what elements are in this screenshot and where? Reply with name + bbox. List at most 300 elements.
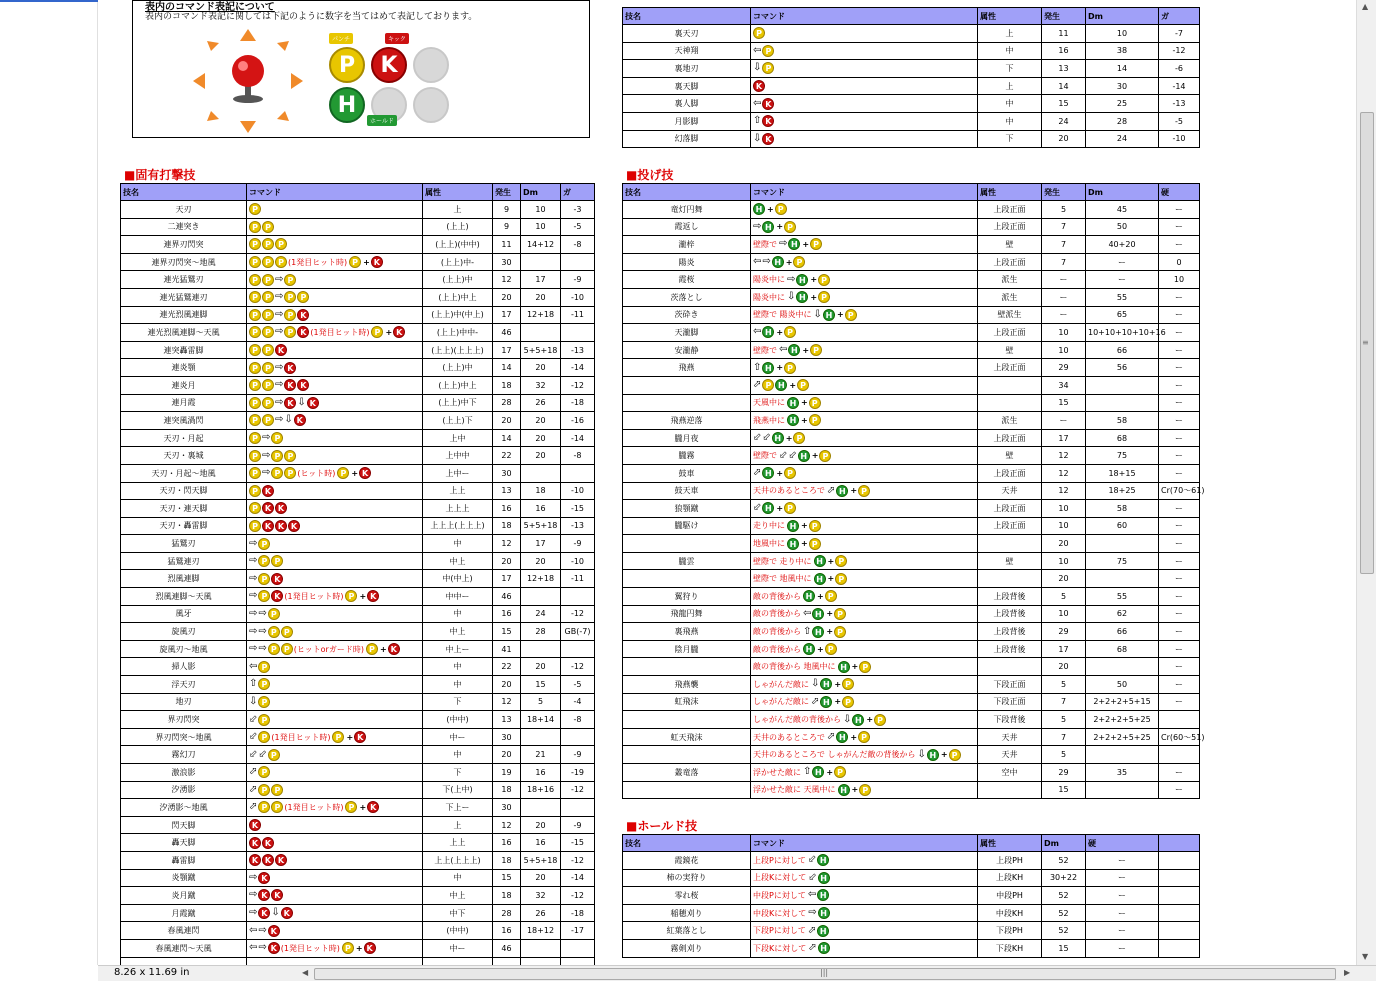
direction-arrow-icon: ⇦ [753,326,762,338]
move-value: 下段背後 [978,711,1042,729]
move-command [751,25,978,43]
move-value: 24 [1042,112,1086,130]
move-name: 界刃閃突 [121,711,247,729]
h-button-icon: H [788,344,800,356]
move-value: 上上 [423,482,493,500]
column-header: 技名 [623,835,751,852]
move-value: 46 [493,588,521,606]
move-value: 中 [423,535,493,553]
move-command [247,939,423,957]
k-button-icon: K [297,326,309,338]
move-value: 46 [493,324,521,342]
table-header-row [623,8,1200,25]
move-command [247,218,423,236]
move-value: 0 [1159,253,1200,271]
p-button-icon: P [249,203,261,215]
k-button-icon: K [284,397,296,409]
direction-arrow-icon: ⇦ [753,256,762,268]
move-value: -8 [561,711,595,729]
vertical-scrollbar[interactable] [1356,0,1376,965]
move-value: 29 [1042,764,1086,782]
move-name: 天瀧脚 [623,324,751,342]
move-name: 連光烈風連脚～天風 [121,324,247,342]
h-button-icon: H [817,925,829,937]
command-note: しゃがんだ敵の背後から [753,715,841,725]
move-name: 飛龍円舞 [623,605,751,623]
move-command [751,376,978,394]
move-value: 上上上 [423,500,493,518]
p-button-icon: P [275,238,287,250]
table-row [623,887,1200,905]
move-command [247,623,423,641]
scroll-left-icon[interactable]: ◀ [302,968,309,977]
table-row [623,447,1200,465]
blank-button-icon [413,47,449,83]
direction-arrow-icon: ⇨ [275,273,284,285]
table-header-row [121,184,595,201]
p-button-icon: P [775,203,787,215]
direction-arrow-icon: ⇩ [297,396,306,408]
plus-sign: + [826,609,834,619]
move-value: ー [1159,605,1200,623]
move-value: (上上)中- [423,253,493,271]
hold-section-title: ■ホールド技 [626,819,698,833]
move-value: 壁 [978,236,1042,254]
move-name: 汐湧影 [121,781,247,799]
table-row [623,60,1200,78]
p-button-icon: P [249,256,261,268]
move-value: 16 [493,834,521,852]
command-note: 敵の背後から 地風中に [753,662,836,672]
move-value: 壁派生 [978,306,1042,324]
plus-sign: + [850,732,858,742]
move-command [751,887,978,905]
move-command [751,500,978,518]
move-name: 連光猛鷲刃 [121,271,247,289]
table-row [623,271,1200,289]
move-value: 14 [493,429,521,447]
k-button-icon: K [762,133,774,145]
command-note: 敵の背後から [753,644,801,654]
column-header: 属性 [423,184,493,201]
direction-arrow-icon: ⇨ [258,625,267,637]
h-button-icon: H [838,661,850,673]
move-value: 15 [493,623,521,641]
move-value: ー [1159,623,1200,641]
move-name: 天刃 [121,201,247,219]
move-name: 朧月夜 [623,429,751,447]
move-value: Cr(60～51) [1159,728,1200,746]
move-value [1086,746,1159,764]
p-button-icon: P [834,626,846,638]
move-value: 12 [493,693,521,711]
move-value: GB(-7) [561,623,595,641]
move-value: ー [1086,887,1159,905]
move-command [247,500,423,518]
p-button-icon: P [249,485,261,497]
plus-sign: + [767,204,774,214]
direction-arrow-icon: ⇨ [275,361,284,373]
plus-sign: + [785,257,793,267]
move-command [751,288,978,306]
move-value: 派生 [978,412,1042,430]
move-value: ー [1159,588,1200,606]
move-name: 霧幻刀 [121,746,247,764]
plus-sign: + [826,627,834,637]
table-row [121,306,595,324]
move-value: 12 [1042,464,1086,482]
k-button-icon: K [268,942,280,954]
move-value [521,640,561,658]
table-row [121,341,595,359]
move-command [247,447,423,465]
column-header: ガ [1159,8,1200,25]
move-value: ー [1159,236,1200,254]
move-value: (中中) [423,711,493,729]
table-row [121,623,595,641]
p-button-icon: P [284,467,296,479]
move-value: 16 [1042,42,1086,60]
move-value: 上中ー [423,464,493,482]
move-value: 下上ー [423,799,493,817]
move-value: 壁 [978,447,1042,465]
legend-header: 表内のコマンド表記について [145,2,275,13]
command-note: (ヒット時) [297,468,336,478]
p-button-icon: P [371,326,383,338]
move-value: ー [1159,412,1200,430]
column-header: 硬 [1086,835,1159,852]
move-value: 18 [493,781,521,799]
move-value: 20 [493,288,521,306]
direction-arrow-icon: ⇦ [753,97,762,109]
table-row [121,359,595,377]
k-button-icon: K [371,47,407,83]
move-command [751,77,978,95]
direction-arrow-icon: ⇨ [258,942,267,954]
k-button-icon: K [359,467,371,479]
plus-sign: + [785,433,793,443]
direction-arrow-icon: ⇨ [249,871,258,883]
k-button-icon: K [367,590,379,602]
column-header: 発生 [1042,8,1086,25]
move-value: 13 [1042,60,1086,78]
move-value: ー [1159,306,1200,324]
move-value: 上段KH [978,869,1042,887]
p-button-icon: P [262,362,274,374]
command-note: 壁際で [753,451,777,461]
move-value: 18+12 [521,922,561,940]
direction-arrow-icon: ⬃ [779,449,788,461]
move-name: 安瀧静 [623,341,751,359]
table-row [121,253,595,271]
move-value: 上段PH [978,852,1042,870]
p-button-icon: P [753,27,765,39]
k-button-icon: K [275,854,287,866]
move-name: 天刃・閃天脚 [121,482,247,500]
horizontal-scrollbar[interactable] [314,968,1336,980]
k-button-icon: K [262,485,274,497]
k-button-icon: K [294,414,306,426]
move-value: 上 [978,25,1042,43]
move-value: ー [1159,464,1200,482]
p-button-icon: P [793,432,805,444]
move-value: 中ー [423,939,493,957]
p-button-icon: P [249,502,261,514]
move-value [1086,394,1159,412]
move-command [751,728,978,746]
move-value: -4 [561,693,595,711]
move-name: 竜灯円舞 [623,201,751,219]
move-value: 30 [493,728,521,746]
move-value [1086,658,1159,676]
move-value: (上上)(上上上) [423,341,493,359]
move-value: 上段背後 [978,623,1042,641]
p-button-icon: P [249,344,261,356]
table-row [121,922,595,940]
h-button-icon: H [762,502,774,514]
direction-arrow-icon: ⇧ [753,115,762,127]
move-value: 下 [423,764,493,782]
move-value: 10 [1042,605,1086,623]
p-button-icon: P [258,573,270,585]
move-value: 10 [521,201,561,219]
k-button-icon: K [275,520,287,532]
move-value: 41 [493,640,521,658]
k-button-icon: K [262,520,274,532]
move-value: -12 [561,851,595,869]
move-value: 上 [423,816,493,834]
move-value: 18 [493,851,521,869]
move-value: 18 [493,517,521,535]
table-row [121,394,595,412]
move-value: 中 [978,112,1042,130]
move-value: 10 [1042,341,1086,359]
direction-arrow-icon: ⬀ [753,467,762,479]
move-value: 58 [1086,500,1159,518]
move-value: 52 [1042,887,1086,905]
move-value: 上段正面 [978,517,1042,535]
move-value: 46 [493,939,521,957]
move-value: 2+2+2+5+25 [1086,728,1159,746]
move-value: 20 [521,869,561,887]
p-button-icon: P [268,643,280,655]
h-button-icon: H [836,485,848,497]
move-name: 陽炎 [623,253,751,271]
p-button-icon: P [819,450,831,462]
move-value: 5 [1042,746,1086,764]
move-name: 閃天脚 [121,816,247,834]
move-name: 叢竜落 [623,764,751,782]
move-value: -5 [561,218,595,236]
move-value: 中 [423,746,493,764]
plus-sign: + [776,363,784,373]
move-value: 30+22 [1042,869,1086,887]
move-value: 28 [1086,112,1159,130]
table-row [623,764,1200,782]
move-value: 下 [423,693,493,711]
move-value: 上段正面 [978,324,1042,342]
plus-sign: + [776,327,784,337]
move-name: 春風連閃～天風 [121,939,247,957]
column-header: Dm [1086,184,1159,201]
move-value: 上上(上上上) [423,851,493,869]
thumbnail-selection[interactable] [0,0,98,6]
table-row [623,922,1200,940]
move-command [751,588,978,606]
move-value: 11 [1042,25,1086,43]
move-value: 20 [521,658,561,676]
scroll-right-icon[interactable]: ▶ [1344,968,1351,977]
direction-arrow-icon: ⇨ [779,238,788,250]
move-name: 天神翔 [623,42,751,60]
move-name: 月影脚 [623,112,751,130]
direction-arrow-icon: ⇩ [271,907,280,919]
p-button-icon: P [275,256,287,268]
move-command [247,412,423,430]
move-value: -17 [561,922,595,940]
p-button-icon: P [332,731,344,743]
move-value [1159,869,1200,887]
table-row [623,130,1200,148]
command-note: (1発目ヒット時) [284,591,344,601]
move-value: 中 [423,676,493,694]
k-button-icon: K [275,344,287,356]
move-value [521,728,561,746]
plus-sign: + [827,556,835,566]
move-value: -9 [561,535,595,553]
command-note: 壁際で 走り中に [753,556,812,566]
table-row [121,324,595,342]
direction-arrow-icon: ⇦ [807,889,817,901]
command-note: 壁際で [753,345,777,355]
move-name [623,658,751,676]
legend-box [132,0,590,138]
command-note: 地風中に [753,539,785,549]
move-value: 中上ー [423,640,493,658]
plus-sign: + [379,644,387,654]
table-row [623,746,1200,764]
h-button-icon: H [762,467,774,479]
move-name: 鼓車 [623,464,751,482]
table-row [623,288,1200,306]
move-name: 猛鷲刃 [121,535,247,553]
direction-arrow-icon: ⇦ [249,942,258,954]
move-value: 上段正面 [978,464,1042,482]
move-value: 下 [978,130,1042,148]
move-value: 35 [1086,764,1159,782]
p-button-icon: P [345,590,357,602]
table-row [121,904,595,922]
p-button-icon: P [249,326,261,338]
move-value: 12 [1042,482,1086,500]
command-note: 壁際で 陽炎中に [753,310,812,320]
p-button-icon: P [859,661,871,673]
move-value: 上段背後 [978,605,1042,623]
p-button-icon: P [249,450,261,462]
move-command [247,359,423,377]
move-value: 17 [493,341,521,359]
table-header-row [623,184,1200,201]
p-button-icon: P [262,397,274,409]
move-value [561,640,595,658]
document-page [98,0,1356,965]
move-name: 掃人影 [121,658,247,676]
move-value: -3 [561,201,595,219]
table-row [121,640,595,658]
move-value: 7 [1042,236,1086,254]
k-button-icon: K [262,502,274,514]
table-row [121,517,595,535]
page-size-label: 8.26 x 11.69 in [114,967,190,978]
thumbnail-pane[interactable] [0,0,98,965]
k-button-icon: K [393,326,405,338]
move-value: -11 [561,306,595,324]
move-command [751,852,978,870]
move-name: 地刃 [121,693,247,711]
k-button-icon: K [354,731,366,743]
direction-arrow-icon: ⇩ [249,695,258,707]
move-value: ー [1159,288,1200,306]
move-value: ー [1159,429,1200,447]
p-button-icon: P [284,291,296,303]
move-value [978,781,1042,799]
move-name [623,394,751,412]
p-button-icon: P [271,450,283,462]
move-name: 天刃・裏城 [121,447,247,465]
command-note: 上段Kに対して [753,873,807,883]
direction-arrow-icon: ⇧ [803,766,812,778]
move-value: ー [1086,904,1159,922]
plus-sign: + [834,679,842,689]
move-value: 30 [493,464,521,482]
scroll-up-icon[interactable]: ▲ [1362,2,1369,11]
move-command [247,271,423,289]
move-name [623,376,751,394]
move-value: 13 [493,711,521,729]
move-value: 上段正面 [978,253,1042,271]
plus-sign: + [817,591,824,601]
direction-arrow-icon: ⬃ [249,748,258,760]
move-value: 28 [521,623,561,641]
direction-arrow-icon: ⇨ [275,291,284,303]
p-button-icon: P [268,749,280,761]
h-button-icon: H [817,889,829,901]
move-value [1086,781,1159,799]
move-value: -12 [561,781,595,799]
move-value: ー [1159,447,1200,465]
p-button-icon: P [337,467,349,479]
column-header: コマンド [751,8,978,25]
move-name: 天刃・連天脚 [121,500,247,518]
direction-arrow-icon: ⇦ [753,44,762,56]
table-row [623,728,1200,746]
p-button-icon: P [834,608,846,620]
table-row [121,693,595,711]
scroll-down-icon[interactable]: ▼ [1362,952,1369,961]
p-button-icon: P [809,538,821,550]
plus-sign: + [834,697,842,707]
p-button-icon: P [271,801,283,813]
h-button-icon: H [762,326,774,338]
p-button-icon: P [809,520,821,532]
table-row [623,711,1200,729]
move-value: -14 [561,359,595,377]
table-row [623,464,1200,482]
move-name: 天刃・月起 [121,429,247,447]
move-command [751,412,978,430]
p-button-icon: P [268,626,280,638]
move-value: 17 [493,570,521,588]
